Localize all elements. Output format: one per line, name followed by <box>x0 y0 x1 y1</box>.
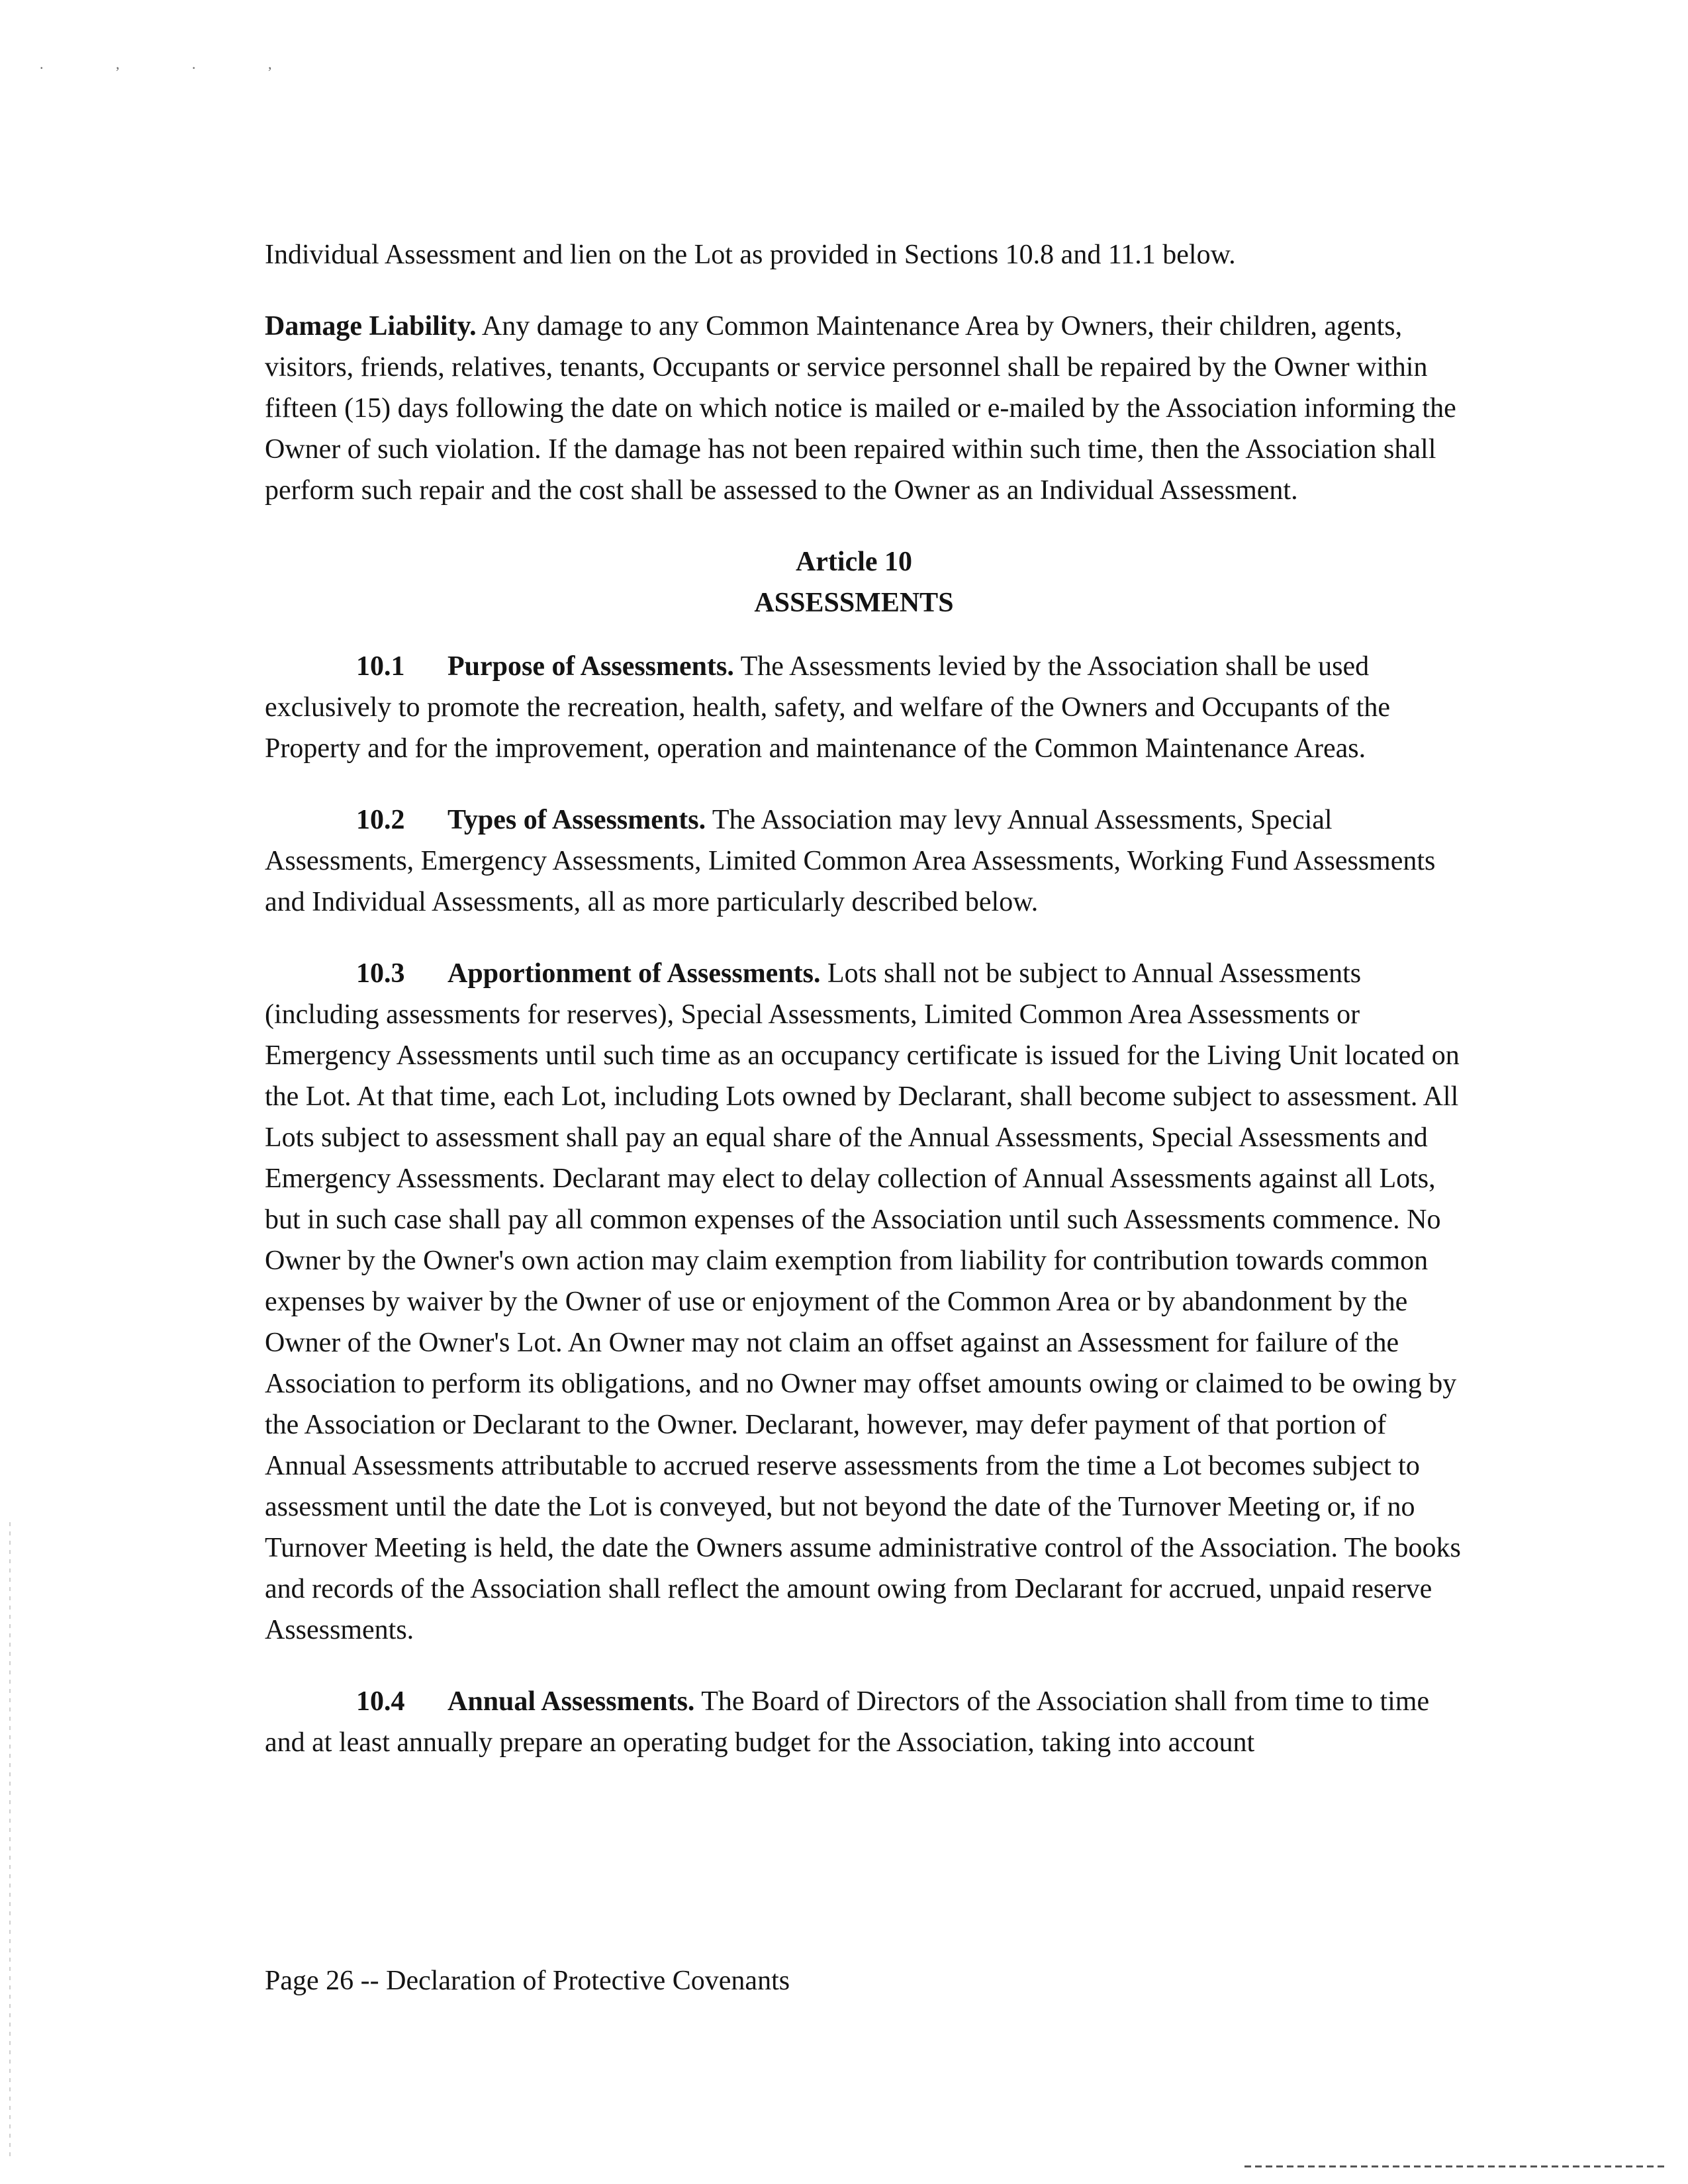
article-number: Article 10 <box>795 547 913 577</box>
section-10-3 <box>265 953 1470 1651</box>
section-text: Lots shall not be subject to Annual Assessments (including assessments for reserves), Special Assessments, Limited Common Area Assessments or Emergency Assessments until such time as an occupancy certificate is issued for the Living Unit located on the Lot. At that time, each Lot, including Lots owned by Declarant, shall become subject to assessment. All Lots subject to assessment shall pay an equal share of the Annual Assessments, Special Assessments and Emergency Assessments. Declarant may elect to delay collection of Annual Assessments against all Lots, but in such case shall pay all common expenses of the Association until such Assessments commence. No Owner by the Owner's own action may claim exemption from liability for contribution towards common expenses by waiver by the Owner of use or enjoyment of the Common Area or by abandonment by the Owner of the Owner's Lot. An Owner may not claim an offset against an Assessment for failure of the Association to perform its obligations, and no Owner may offset amounts owing or claimed to be owing by the Association or Declarant to the Owner. Declarant, however, may defer payment of that portion of Annual Assessments attributable to accrued reserve assessments from the time a Lot becomes subject to assessment until the date the Lot is conveyed, but not beyond the date of the Turnover Meeting or, if no Turnover Meeting is held, the date the Owners assume administrative control of the Association. The books and records of the Association shall reflect the amount owing from Declarant for accrued, unpaid reserve Assessments. <box>265 958 1461 1645</box>
scan-edge-artifact <box>9 1522 11 2158</box>
section-heading: Annual Assessments. <box>447 1686 695 1717</box>
section-number: 10.3 <box>356 958 405 989</box>
section-text: The Board of Directors of the Association shall from time to time and at least annually prepare an operating budget for the Association, taking into account <box>265 1686 1430 1758</box>
section-number: 10.4 <box>356 1686 405 1717</box>
section-number: 10.2 <box>356 805 405 835</box>
article-heading <box>265 541 1470 623</box>
section-heading: Purpose of Assessments. <box>447 651 734 682</box>
section-10-1 <box>265 646 1470 769</box>
page-footer: Page 26 -- Declaration of Protective Covenants <box>265 1966 790 1996</box>
section-text: The Association may levy Annual Assessments, Special Assessments, Emergency Assessments, Limited Common Area Assessments, Working Fund Assessments and Individual Assessments, all as more particularly described below. <box>265 805 1436 917</box>
damage-liability-text: Any damage to any Common Maintenance Area by Owners, their children, agents, visitors, friends, relatives, tenants, Occupants or service personnel shall be repaired by the Owner within fifteen (15) days following the date on which notice is mailed or e-mailed by the Association informing the Owner of such violation. If the damage has not been repaired within such time, then the Association shall perform such repair and the cost shall be assessed to the Owner as an Individual Assessment. <box>265 311 1456 506</box>
section-10-4 <box>265 1681 1470 1763</box>
section-heading: Types of Assessments. <box>447 805 706 835</box>
section-number: 10.1 <box>356 651 405 682</box>
section-10-2 <box>265 799 1470 923</box>
article-title: ASSESSMENTS <box>754 588 954 618</box>
scan-bottom-rule <box>1244 2165 1668 2167</box>
intro-line: Individual Assessment and lien on the Lot as provided in Sections 10.8 and 11.1 below. <box>265 240 1236 270</box>
document-body <box>265 234 1470 1763</box>
damage-liability-heading: Damage Liability. <box>265 311 477 341</box>
section-text: The Assessments levied by the Association shall be used exclusively to promote the recreation, health, safety, and welfare of the Owners and Occupants of the Property and for the improvement, operation and maintenance of the Common Maintenance Areas. <box>265 651 1390 764</box>
section-heading: Apportionment of Assessments. <box>447 958 821 989</box>
damage-liability-paragraph <box>265 306 1470 511</box>
scan-marks: . , . , <box>40 56 306 72</box>
